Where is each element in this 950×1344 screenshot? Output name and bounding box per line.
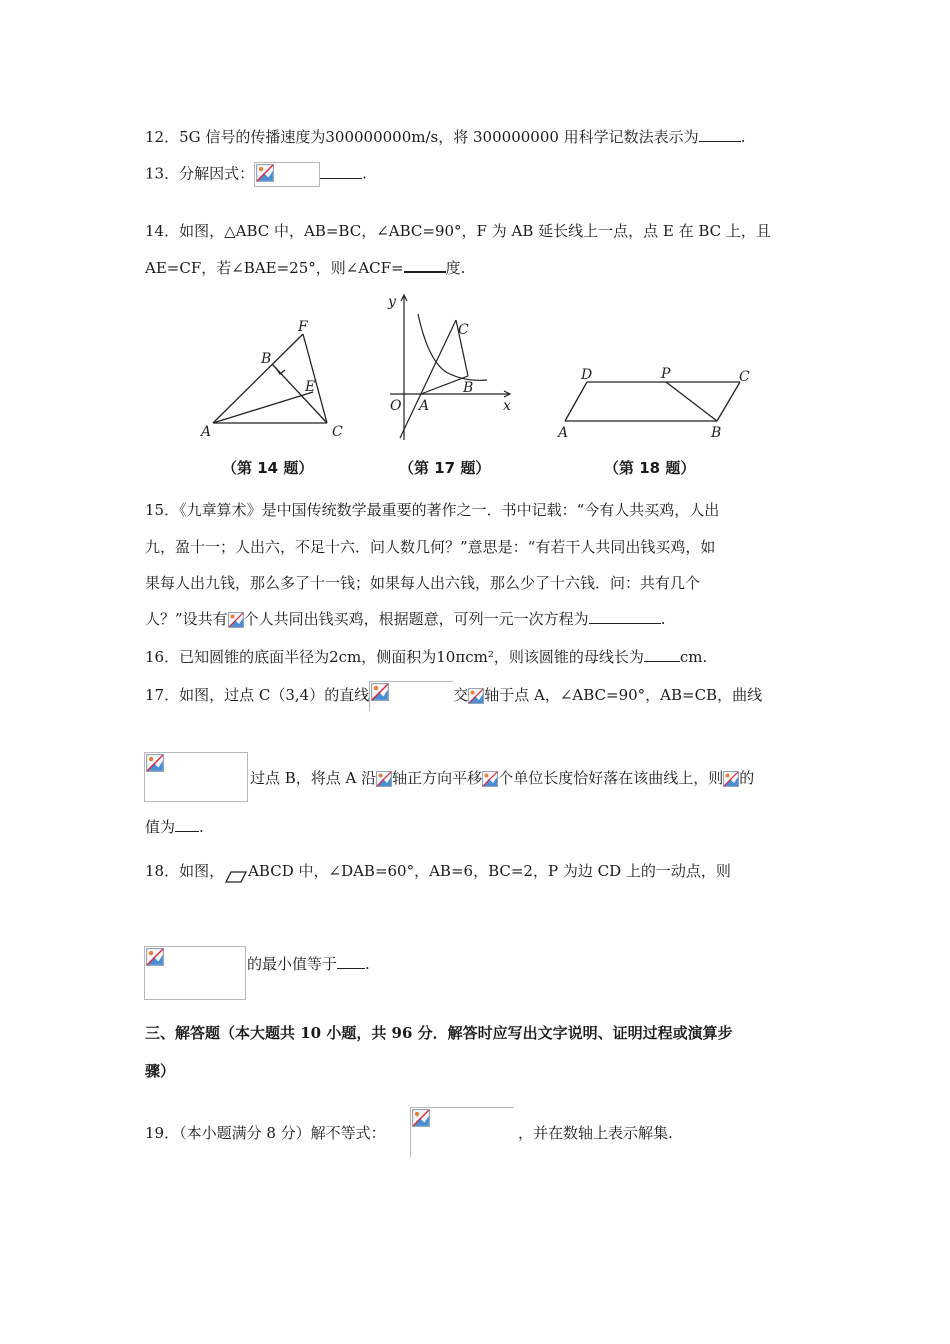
label-B: B — [463, 380, 474, 396]
figure-18-caption: （第 18 题） — [604, 459, 696, 477]
broken-image-icon — [376, 771, 392, 787]
question-17-line-1: 17．如图，过点 C（3,4）的直线 交 轴于点 A，∠ABC=90°，AB=CB，曲线 — [145, 681, 762, 711]
section-3-heading-cont: 骤） — [145, 1062, 176, 1080]
broken-image-icon — [412, 1109, 430, 1127]
question-18-line-2: 的最小值等于 . — [247, 955, 370, 973]
label-y: y — [388, 294, 396, 310]
variable-image — [482, 771, 498, 787]
broken-image-icon — [371, 683, 389, 701]
question-15-line-1: 15．《九章算术》是中国传统数学最重要的著作之一．书中记载：“今有人共买鸡，人出 — [145, 501, 720, 519]
variable-image — [468, 688, 484, 704]
label-x: x — [503, 398, 511, 414]
question-15-line-4: 人？”设共有 个人共同出钱买鸡，根据题意，可列一元一次方程为 . — [145, 610, 666, 628]
variable-image — [376, 771, 392, 787]
broken-image-icon — [468, 688, 484, 704]
variable-image — [723, 771, 739, 787]
answer-blank — [320, 164, 362, 179]
formula-image — [369, 681, 453, 711]
label-A: A — [558, 425, 569, 441]
answer-blank — [644, 647, 680, 662]
label-B: B — [711, 425, 722, 441]
label-A: A — [419, 398, 430, 414]
question-13: 13．分解因式： . — [145, 162, 367, 187]
variable-image — [228, 612, 244, 628]
formula-image — [254, 162, 320, 187]
label-C: C — [739, 369, 750, 385]
answer-blank — [404, 257, 446, 273]
formula-image-inequality — [410, 1107, 514, 1157]
figure-18 — [555, 362, 755, 442]
label-B: B — [261, 351, 272, 367]
label-E: E — [305, 379, 316, 395]
question-16: 16．已知圆锥的底面半径为2cm，侧面积为10πcm²，则该圆锥的母线长为 cm. — [145, 648, 708, 666]
question-14-line-1: 14．如图，△ABC 中，AB=BC，∠ABC=90°，F 为 AB 延长线上一点，点 E 在 BC 上，且 — [145, 222, 771, 240]
question-19-tail: ，并在数轴上表示解集. — [518, 1124, 673, 1142]
figure-14 — [195, 312, 355, 442]
label-C: C — [458, 322, 469, 338]
figure-14-caption: （第 14 题） — [222, 459, 314, 477]
broken-image-icon — [482, 771, 498, 787]
answer-blank — [337, 954, 365, 969]
label-A: A — [201, 424, 212, 440]
broken-image-icon — [228, 612, 244, 628]
formula-image-expression — [144, 946, 246, 1000]
label-C: C — [332, 424, 343, 440]
label-P: P — [661, 366, 671, 382]
question-19: 19．（本小题满分 8 分）解不等式： — [145, 1124, 386, 1142]
question-15-line-3: 果每人出九钱，那么多了十一钱；如果每人出六钱，那么少了十六钱．问：共有几个 — [145, 574, 701, 592]
question-12: 12．5G 信号的传播速度为300000000m/s，将 300000000 用科学记数法表示为 . — [145, 128, 746, 146]
label-D: D — [581, 367, 593, 383]
label-F: F — [298, 319, 308, 335]
broken-image-icon — [146, 948, 164, 966]
question-17-line-3: 值为 . — [145, 818, 204, 836]
broken-image-icon — [723, 771, 739, 787]
question-14-line-2: AE=CF，若∠BAE=25°，则∠ACF= 度. — [145, 259, 466, 277]
question-17-line-2: 过点 B，将点 A 沿 轴正方向平移 个单位长度恰好落在该曲线上，则 的 — [250, 769, 755, 787]
section-3-heading: 三、解答题（本大题共 10 小题，共 96 分．解答时应写出文字说明、证明过程或演算步 — [145, 1024, 733, 1042]
parallelogram-icon — [224, 866, 248, 884]
answer-blank — [175, 817, 199, 832]
question-18-line-1: 18．如图， ABCD 中，∠DAB=60°，AB=6，BC=2，P 为边 CD 上的一动点，则 — [145, 861, 731, 884]
label-O: O — [390, 398, 402, 414]
answer-blank — [699, 127, 741, 142]
broken-image-icon — [146, 754, 164, 772]
answer-blank — [589, 609, 661, 624]
figure-17-caption: （第 17 题） — [399, 459, 491, 477]
formula-image-curve — [144, 752, 248, 802]
question-15-line-2: 九，盈十一；人出六，不足十六．问人数几何？”意思是：“有若干人共同出钱买鸡，如 — [145, 538, 716, 556]
figure-17 — [384, 290, 519, 445]
broken-image-icon — [256, 164, 274, 182]
